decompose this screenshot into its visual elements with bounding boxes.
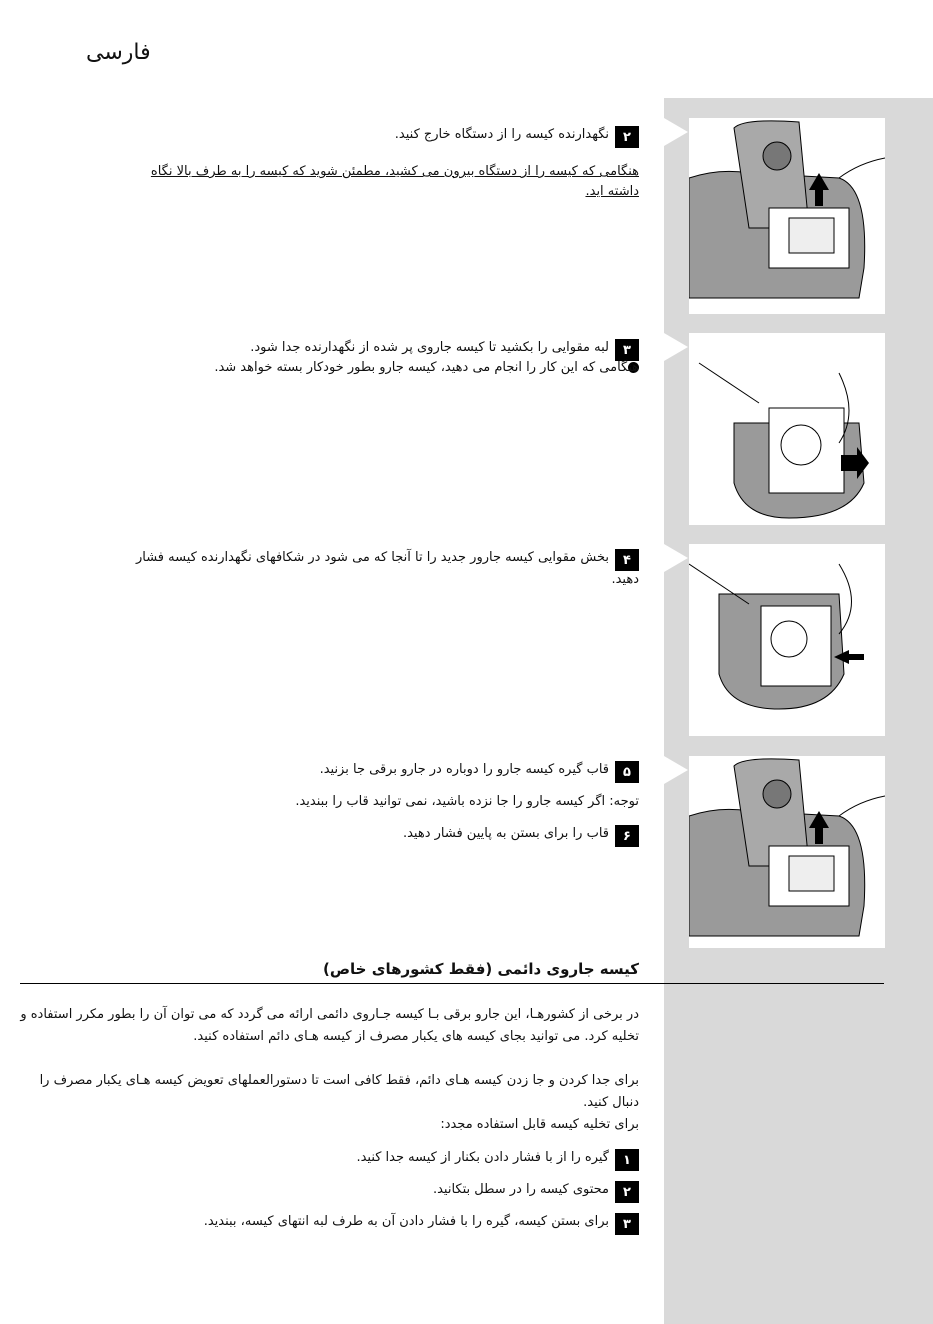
step-3-note: هنگامی که این کار را انجام می دهید، کیسه جارو بطور خودکار بسته خواهد شد. <box>214 360 639 375</box>
step-2-note-line-1: هنگامی که کیسه را از دستگاه بیرون می کشید، مطمئن شوید که کیسه را به طرف بالا نگاه <box>150 164 639 179</box>
step-text: بخش مقوایی کیسه جارور جدید را تا آنجا که می شود در شکافهای نگهدارنده کیسه فشار <box>135 550 609 565</box>
panel-pointer <box>664 544 688 572</box>
step-5-note: توجه: اگر کیسه جارو را جا نزده باشید، نمی توانید قاب را ببندید. <box>295 794 639 809</box>
section-paragraph-1: در برخی از کشورهـا، این جارو برقی بـا کیسه جـاروی دائمی ارائه می گردد که می توان آن را بطور مکرر استفاده و تخلیه کرد. می توانید بجای کیسه های یکبار مصرف از کیسه هـای دائم استفاده کنید. <box>20 1007 639 1044</box>
section-paragraph-3: برای تخلیه کیسه قابل استفاده مجدد: <box>440 1117 639 1132</box>
step-number: ۲ <box>615 1181 639 1203</box>
step-number: ۱ <box>615 1149 639 1171</box>
section-heading: کیسه جاروی دائمی (فقط کشورهای خاص) <box>323 960 639 978</box>
step-text: محتوی کیسه را در سطل بتکانید. <box>432 1182 609 1197</box>
step-text: گیره را از با فشار دادن بکنار از کیسه جدا کنید. <box>356 1150 609 1165</box>
step-empty-1 <box>356 1148 639 1171</box>
step-text: قاب را برای بستن به پایین فشار دهید. <box>402 826 609 841</box>
page-language-title: فارسی <box>86 40 151 65</box>
illustration-remove-holder <box>689 118 885 314</box>
step-number: ۲ <box>615 126 639 148</box>
step-2-note-line-2: داشته اید. <box>585 184 639 199</box>
step-5 <box>320 760 639 783</box>
illustration-pull-bag <box>689 333 885 525</box>
step-text: نگهدارنده کیسه را از دستگاه خارج کنید. <box>394 127 609 142</box>
panel-pointer <box>664 756 688 784</box>
step-text: لبه مقوایی را بکشید تا کیسه جاروی پر شده از نگهدارنده جدا شود. <box>250 340 609 355</box>
illustration-insert-bag <box>689 544 885 736</box>
panel-pointer <box>664 118 688 146</box>
step-number: ۵ <box>615 761 639 783</box>
step-empty-3 <box>204 1212 639 1235</box>
illustration-close-holder <box>689 756 885 948</box>
step-4 <box>136 548 639 571</box>
panel-pointer <box>664 333 688 361</box>
step-number: ۳ <box>615 339 639 361</box>
step-4-text-line-2: دهید. <box>611 572 639 587</box>
step-2 <box>395 125 639 148</box>
step-6 <box>403 824 639 847</box>
step-text: قاب گیره کیسه جارو را دوباره در جارو برقی جا بزنید. <box>319 762 609 777</box>
step-number: ۴ <box>615 549 639 571</box>
step-empty-2 <box>433 1180 639 1203</box>
step-number: ۳ <box>615 1213 639 1235</box>
step-number: ۶ <box>615 825 639 847</box>
step-text: برای بستن کیسه، گیره را با فشار دادن آن به طرف لبه انتهای کیسه، ببندید. <box>203 1214 609 1229</box>
section-paragraph-2: برای جدا کردن و جا زدن کیسه هـای دائم، فقط کافی است تا دستورالعملهای تعویض کیسه هـای یکبار مصرف را دنبال کنید. <box>39 1073 639 1110</box>
section-divider <box>20 983 884 984</box>
